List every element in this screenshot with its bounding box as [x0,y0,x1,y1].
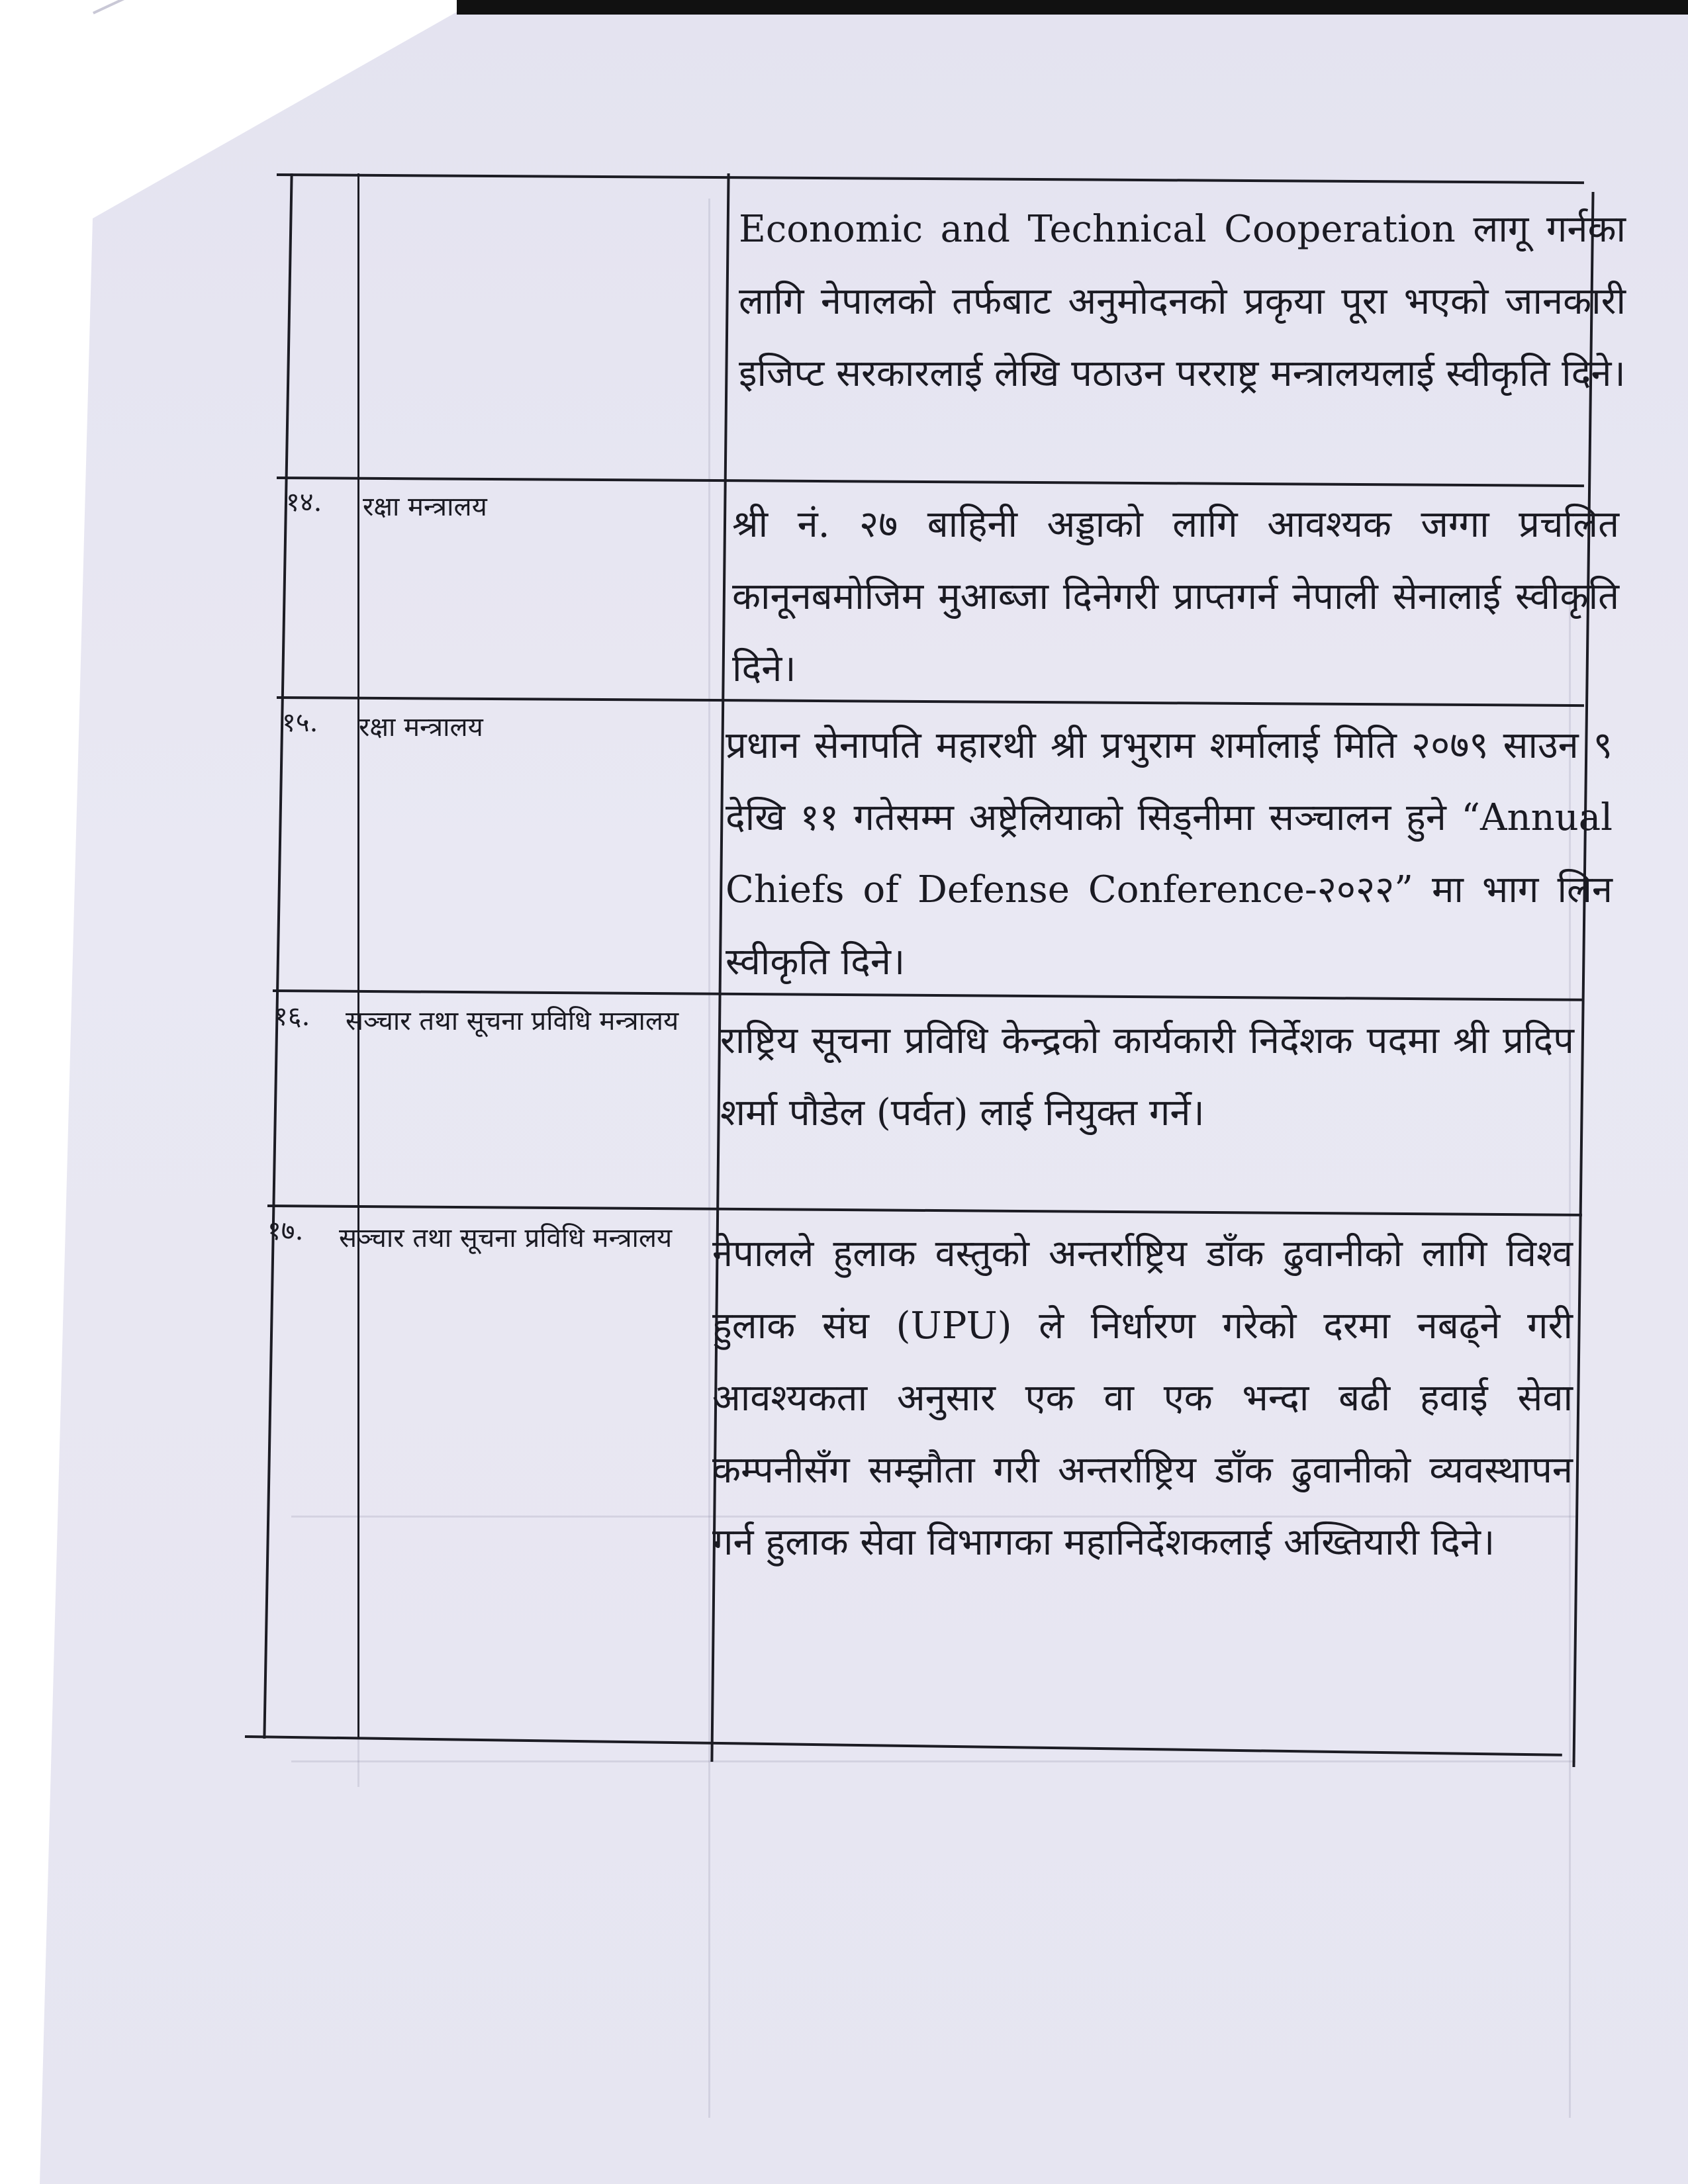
row-number: १६. [274,1001,310,1032]
row-number: १४. [286,487,322,518]
row-number: १५. [282,707,318,738]
decision-text: श्री नं. २७ बाहिनी अड्डाको लागि आवश्यक जग्गा प्रचलित कानूनबमोजिम मुआब्जा दिनेगरी प्राप्तगर्न नेपाली सेनालाई स्वीकृति दिने। [732,503,1619,690]
row-number: १७. [267,1216,304,1246]
row-separator [277,477,1584,487]
decision-text: राष्ट्रिय सूचना प्रविधि केन्द्रको कार्यकारी निर्देशक पदमा श्री प्रदिप शर्मा पौडेल (पर्वत) लाई नियुक्त गर्ने। [720,1019,1574,1134]
ministry-name: रक्षा मन्त्रालय [363,492,487,522]
ministry-name: रक्षा मन्त्रालय [359,712,483,743]
table-border-bottom [245,1735,1562,1756]
table-border-top [277,173,1584,184]
row-separator [267,1205,1582,1216]
decision-text: Economic and Technical Cooperation लागू गर्नका लागि नेपालको तर्फबाट अनुमोदनको प्रकृया पूरा भएको जानकारी इजिप्ट सरकारलाई लेखि पठाउन परराष्ट्र मन्त्रालयलाई स्वीकृति दिने। [739,208,1626,395]
table-divider-number [357,173,359,1739]
ministry-name: सञ्चार तथा सूचना प्रविधि मन्त्रालय [346,1006,679,1036]
ministry-name: सञ्चार तथा सूचना प्रविधि मन्त्रालय [339,1223,673,1253]
decision-text: नेपालले हुलाक वस्तुको अन्तर्राष्ट्रिय डाँक ढुवानीको लागि विश्व हुलाक संघ (UPU) ले निर्धारण गरेको दरमा नबढ्ने गरी आवश्यकता अनुसार एक वा एक भन्दा बढी हवाई सेवा कम्पनीसँग सम्झौता गरी अन्तर्राष्ट्रिय डाँक ढुवानीको व्यवस्थापन गर्न हुलाक सेवा विभागका महानिर्देशकलाई अख्तियारी दिने। [712,1232,1573,1564]
decision-text: प्रधान सेनापति महारथी श्री प्रभुराम शर्मालाई मिति २०७९ साउन ९ देखि ११ गतेसम्म अष्ट्रेलियाको सिड्नीमा सञ्चालन हुने “Annual Chiefs of Defense Conference-२०२२” मा भाग लिन स्वीकृति दिने। [726,724,1613,983]
table-border-left [263,173,293,1739]
